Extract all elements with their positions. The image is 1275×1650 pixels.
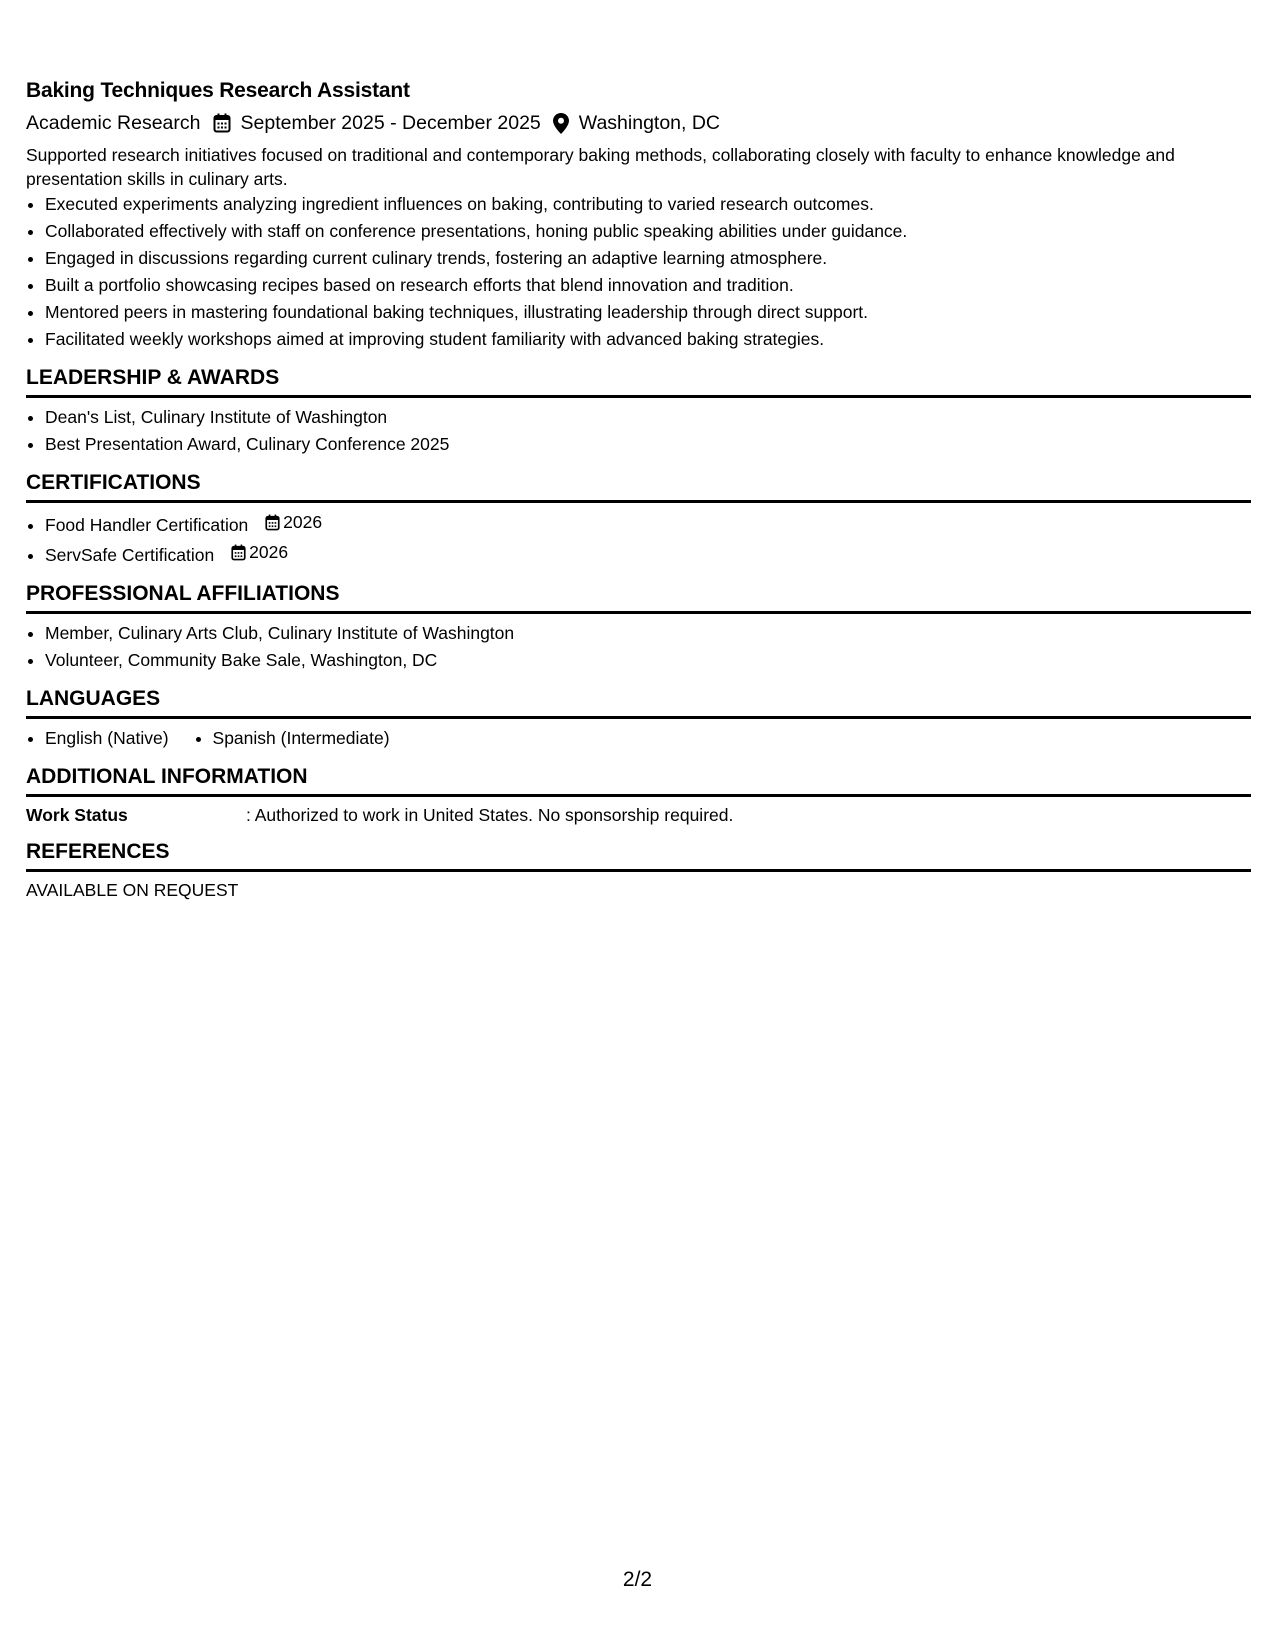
certification-name: Food Handler Certification <box>45 515 249 535</box>
work-status-label: Work Status <box>26 805 128 825</box>
certifications-list <box>26 509 1251 569</box>
list-item: • Mentored peers in mastering foundational baking techniques, illustrating leadership through direct support. <box>45 299 1251 326</box>
leadership-list <box>26 404 1251 458</box>
job-summary: Supported research initiatives focused on traditional and contemporary baking methods, collaborating closely with faculty to enhance knowledge and presentation skills in culinary arts. <box>26 145 1175 189</box>
list-item: • Volunteer, Community Bake Sale, Washington, DC <box>45 647 1251 674</box>
list-item: • Spanish (Intermediate) <box>213 725 390 752</box>
section-heading: ADDITIONAL INFORMATION <box>26 764 1251 797</box>
section-heading: CERTIFICATIONS <box>26 470 1251 503</box>
list-item: • Best Presentation Award, Culinary Conference 2025 <box>45 431 1251 458</box>
certification-date <box>265 509 322 536</box>
list-item: • Engaged in discussions regarding current culinary trends, fostering an adaptive learning atmosphere. <box>45 245 1251 272</box>
certification-date <box>231 539 288 566</box>
calendar-icon <box>265 514 283 531</box>
list-item: • Collaborated effectively with staff on conference presentations, honing public speaking abilities under guidance. <box>45 218 1251 245</box>
work-status-value: : Authorized to work in United States. No sponsorship required. <box>246 805 734 825</box>
list-item: • Dean's List, Culinary Institute of Washington <box>45 404 1251 431</box>
certifications-section <box>26 470 1251 569</box>
job-meta <box>26 111 1251 135</box>
experience-entry <box>26 78 1251 353</box>
job-title: Baking Techniques Research Assistant <box>26 79 410 102</box>
list-item: • Member, Culinary Arts Club, Culinary Institute of Washington <box>45 620 1251 647</box>
certification-name: ServSafe Certification <box>45 545 215 565</box>
languages-section <box>26 686 1251 752</box>
section-heading: LEADERSHIP & AWARDS <box>26 365 1251 398</box>
page-number: 2/2 <box>622 1568 653 1591</box>
calendar-icon <box>231 544 249 561</box>
references-text: AVAILABLE ON REQUEST <box>26 880 239 900</box>
list-item <box>45 539 1251 569</box>
list-item: • Built a portfolio showcasing recipes based on research efforts that blend innovation and tradition. <box>45 272 1251 299</box>
list-item: • Facilitated weekly workshops aimed at improving student familiarity with advanced baking strategies. <box>45 326 1251 353</box>
affiliations-list <box>26 620 1251 674</box>
leadership-section <box>26 365 1251 458</box>
certification-year: 2026 <box>283 512 323 532</box>
section-heading: LANGUAGES <box>26 686 1251 719</box>
work-status-row <box>26 803 1251 827</box>
list-item <box>45 509 1251 539</box>
additional-section <box>26 764 1251 827</box>
section-heading: PROFESSIONAL AFFILIATIONS <box>26 581 1251 614</box>
resume-page <box>26 78 1251 902</box>
affiliations-section <box>26 581 1251 674</box>
job-organization: Academic Research <box>26 112 201 134</box>
job-dates: September 2025 - December 2025 <box>240 112 541 134</box>
list-item: • English (Native) <box>45 725 169 752</box>
calendar-icon <box>213 113 231 133</box>
list-item: • Executed experiments analyzing ingredient influences on baking, contributing to varied research outcomes. <box>45 191 1251 218</box>
job-bullets <box>26 191 1251 353</box>
job-location: Washington, DC <box>578 112 721 134</box>
certification-year: 2026 <box>249 542 289 562</box>
languages-list <box>26 725 1251 752</box>
section-heading: REFERENCES <box>26 839 1251 872</box>
map-pin-icon <box>553 113 569 134</box>
references-section <box>26 839 1251 902</box>
